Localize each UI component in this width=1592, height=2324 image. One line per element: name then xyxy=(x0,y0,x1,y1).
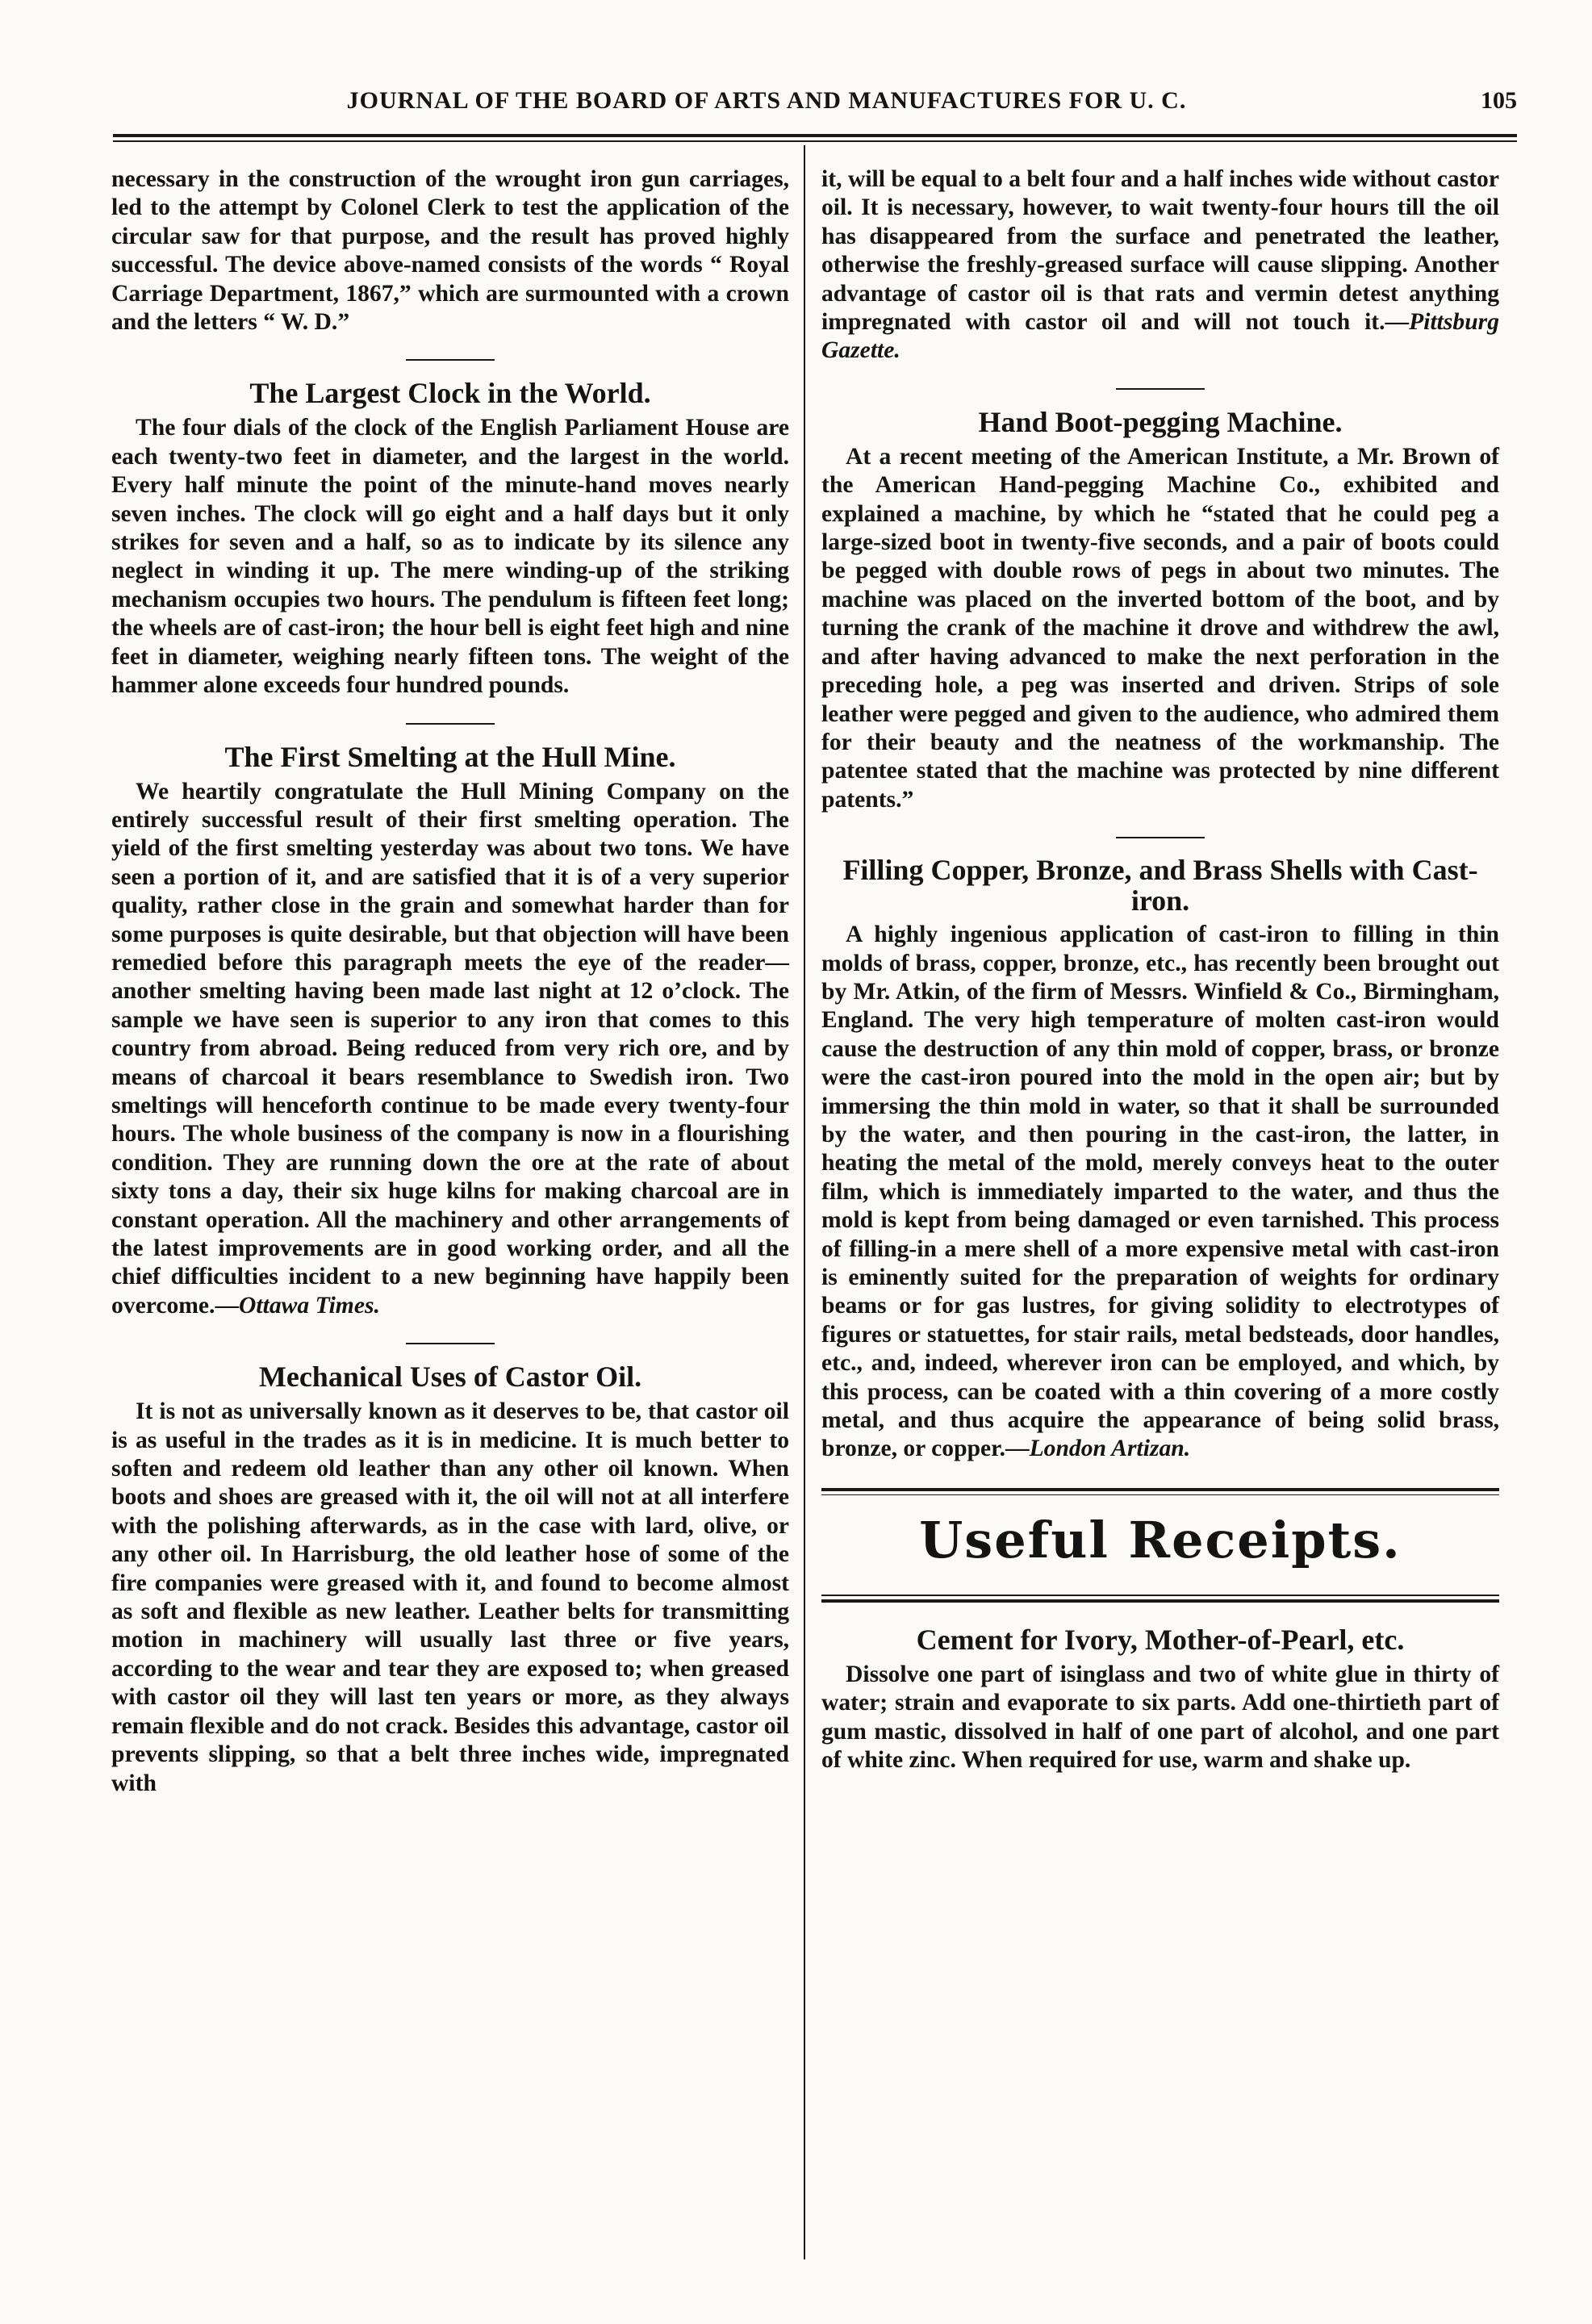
section-rule xyxy=(821,1494,1499,1496)
article-title: Filling Copper, Bronze, and Brass Shells with Cast-iron. xyxy=(842,854,1478,917)
column-divider xyxy=(804,145,805,2259)
article-title: The Largest Clock in the World. xyxy=(249,377,651,410)
receipt-title: Cement for Ivory, Mother-of-Pearl, etc. xyxy=(916,1623,1405,1656)
article-title: Hand Boot-pegging Machine. xyxy=(978,405,1343,438)
running-head: JOURNAL OF THE BOARD OF ARTS AND MANUFACTURES FOR U. C. xyxy=(346,87,1187,114)
article-source: Ottawa Times. xyxy=(239,1292,380,1319)
section-header xyxy=(821,1488,1499,1603)
page-number: 105 xyxy=(1481,87,1517,114)
right-column xyxy=(821,165,1499,1774)
continued-text: it, will be equal to a belt four and a half inches wide without castor oil. It is necessary, however, to wait twenty-four hours till the oil has disappeared from the surface and penetrated the leather, otherwise the freshly-greased surface will cause slipping. Another advantage of castor oil is that rats and vermin detest anything impregnated with castor oil and will not touch it.— xyxy=(821,166,1499,336)
article-body xyxy=(821,921,1499,1464)
continued-paragraph xyxy=(821,165,1499,366)
article-body: It is not as universally known as it deserves to be, that castor oil is as useful in the trades as it is in medicine. It is much better to soften and redeem old leather than any other oil known. When boots and shoes are greased with it, the oil will not at all interfere with the polishing afterwards, as in the case with lard, olive, or any other oil. In Harrisburg, the old leather hose of some of the fire companies were greased with it, and found to become almost as soft and flexible as new leather. Leather belts for transmitting motion in machinery will usually last three or five years, according to the wear and tear they are exposed to; when greased with castor oil they will last ten years or more, as they always remain flexible and do not crack. Besides this advantage, castor oil prevents slipping, so that a belt three inches wide, impregnated with xyxy=(111,1398,789,1796)
header-rule-thin xyxy=(113,140,1517,142)
header-rule xyxy=(113,134,1517,137)
section-title: Useful Receipts. xyxy=(919,1510,1402,1570)
section-rule xyxy=(821,1595,1499,1596)
article-body xyxy=(111,778,789,1321)
section-rule xyxy=(821,1599,1499,1603)
left-column xyxy=(111,165,789,1798)
article-source: London Artizan. xyxy=(1029,1436,1191,1462)
article-title: The First Smelting at the Hull Mine. xyxy=(224,740,676,773)
section-rule xyxy=(821,1488,1499,1491)
article-text: We heartily congratulate the Hull Mining Company on the entirely successful result of their first smelting operation. The yield of the first smelting yesterday was about two tons. We have seen a portion of it, and are satisfied that it is of a very superior quality, rather close in the grain and somewhat harder than for some purposes is quite desirable, but that objection will have been remedied before this paragraph meets the eye of the reader—another smelting having been made last night at 12 o’clock. The sample we have seen is superior to any iron that comes to this country from abroad. Being reduced from very rich ore, and by means of charcoal it bears resemblance to Swedish iron. Two smeltings will henceforth continue to be made every twenty-four hours. The whole business of the company is now in a flourishing condition. They are running down the ore at the rate of about sixty tons a day, their six huge kilns for making charcoal are in constant operation. All the machinery and other arrangements of the latest improvements are in good working order, and all the chief difficulties incident to a new beginning have happily been overcome.— xyxy=(111,778,789,1319)
page-header xyxy=(113,87,1517,127)
article-source: Pittsburg Gazette. xyxy=(821,309,1499,364)
receipt-body: Dissolve one part of isinglass and two of white glue in thirty of water; strain and evaporate to six parts. Add one-thirtieth part of gum mastic, dissolved in half of one part of alcohol, and one part of white zinc. When required for use, warm and shake up. xyxy=(821,1661,1499,1774)
article-body: The four dials of the clock of the English Parliament House are each twenty-two feet in diameter, and the largest in the world. Every half minute the point of the minute-hand moves nearly seven inches. The clock will go eight and a half days but it only strikes for seven and a half, so as to indicate by its silence any neglect in winding it up. The mere winding-up of the striking mechanism occupies two hours. The pendulum is fifteen feet long; the wheels are of cast-iron; the hour bell is eight feet high and nine feet in diameter, weighing nearly fifteen tons. The weight of the hammer alone exceeds four hundred pounds. xyxy=(111,415,789,699)
article-body: At a recent meeting of the American Institute, a Mr. Brown of the American Hand-pegging Machine Co., exhibited and explained a machine, by which he “stated that he could peg a large-sized boot in twenty-five seconds, and a pair of boots could be pegged with double rows of pegs in about two minutes. The machine was placed on the inverted bottom of the boot, and by turning the crank of the machine it drove and withdrew the awl, and after having advanced to make the next perforation in the preceding hole, a peg was inserted and driven. Strips of sole leather were pegged and given to the audience, who admired them for their beauty and the neatness of the workmanship. The patentee stated that the machine was protected by nine different patents.” xyxy=(821,443,1499,813)
article-text: A highly ingenious application of cast-iron to filling in thin molds of brass, copper, bronze, etc., has recently been brought out by Mr. Atkin, of the firm of Messrs. Winfield & Co., Birmingham, England. The very high temperature of molten cast-iron would cause the destruction of any thin mold of copper, brass, or bronze were the cast-iron poured into the mold in the open air; but by immersing the thin mold in water, so that it shall be surrounded by the water, and then pouring in the cast-iron, the latter, in heating the metal of the mold, merely conveys heat to the outer film, which is immediately imparted to the water, and thus the mold is kept from being damaged or even tarnished. This process of filling-in a mere shell of a more expensive metal with cast-iron is eminently suited for the preparation of weights for ordinary beams or for gas lustres, for giving solidity to electrotypes of figures or statuettes, for stair rails, metal bedsteads, door handles, etc., and, indeed, wherever iron can be employed, and which, by this process, can be coated with a thin covering of a more costly metal, and thus acquire the appearance of being solid brass, bronze, or copper.— xyxy=(821,922,1499,1462)
continued-paragraph: necessary in the construction of the wrought iron gun carriages, led to the attempt by Colonel Clerk to test the application of the circular saw for that purpose, and the result has proved highly successful. The device above-named consists of the words “ Royal Carriage Department, 1867,” which are surmounted with a crown and the letters “ W. D.” xyxy=(111,166,789,336)
article-title: Mechanical Uses of Castor Oil. xyxy=(258,1361,642,1394)
